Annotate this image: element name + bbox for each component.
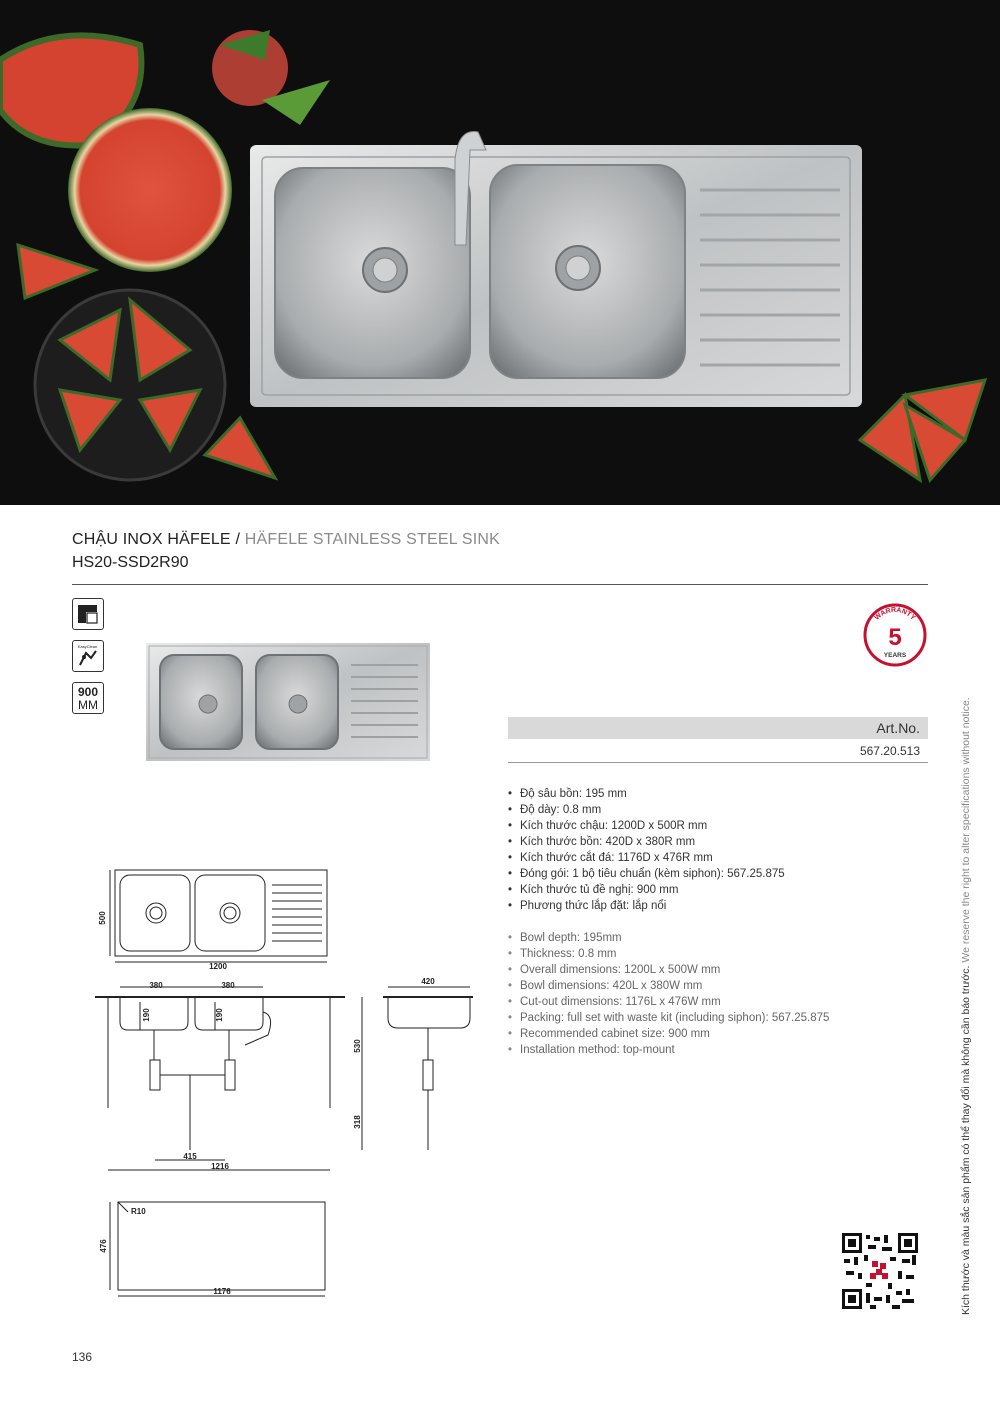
spec-item: • Packing: full set with waste kit (including siphon): 567.25.875 bbox=[508, 1010, 829, 1026]
title-vi: CHẬU INOX HÄFELE bbox=[72, 531, 231, 548]
spec-item: • Overall dimensions: 1200L x 500W mm bbox=[508, 962, 829, 978]
product-title bbox=[72, 531, 500, 549]
disclaimer-vi: Kích thước và màu sắc sản phẩm có thể thay đổi mà không cần báo trước. bbox=[960, 965, 972, 1315]
spec-item: • Installation method: top-mount bbox=[508, 1042, 829, 1058]
spec-item: • Kích thước bồn: 420D x 380R mm bbox=[508, 834, 785, 850]
specs-english bbox=[508, 930, 829, 1058]
dim-cutout-width: 1176 bbox=[213, 1287, 231, 1296]
spec-item: • Phương thức lắp đặt: lắp nổi bbox=[508, 898, 785, 914]
model-number: HS20-SSD2R90 bbox=[72, 554, 189, 571]
spec-item: • Thickness: 0.8 mm bbox=[508, 946, 829, 962]
dim-bowl-depth-2: 190 bbox=[215, 1008, 224, 1022]
dim-bowl-depth-1: 190 bbox=[142, 1008, 151, 1022]
product-thumbnail bbox=[146, 643, 430, 761]
title-divider bbox=[72, 584, 928, 585]
spec-item: • Bowl dimensions: 420L x 380W mm bbox=[508, 978, 829, 994]
spec-item: • Bowl depth: 195mm bbox=[508, 930, 829, 946]
art-no-divider bbox=[508, 762, 928, 763]
dim-top-width: 1200 bbox=[209, 962, 227, 971]
cabinet-size-unit: MM bbox=[78, 698, 98, 712]
dim-waste-spacing: 415 bbox=[183, 1152, 197, 1161]
dim-bowl-width-1: 380 bbox=[149, 981, 163, 990]
disclaimer-note bbox=[960, 697, 972, 1315]
warranty-bottom-text: YEARS bbox=[883, 652, 907, 659]
technical-drawing bbox=[90, 858, 490, 1308]
top-mount-icon bbox=[72, 598, 104, 630]
cutout-outline bbox=[118, 1202, 325, 1290]
sink-photo bbox=[250, 132, 862, 407]
cabinet-size-icon bbox=[72, 682, 104, 714]
art-no-header bbox=[508, 717, 928, 739]
warranty-top-text: WARRANTY bbox=[873, 606, 917, 622]
dim-top-depth: 500 bbox=[98, 911, 107, 925]
warranty-badge bbox=[862, 602, 928, 668]
spec-item: • Kích thước chậu: 1200D x 500R mm bbox=[508, 818, 785, 834]
dim-height-lower: 318 bbox=[353, 1115, 362, 1129]
dim-cutout-radius: R10 bbox=[131, 1207, 146, 1216]
art-no-value: 567.20.513 bbox=[859, 744, 920, 758]
spec-item: • Kích thước cắt đá: 1176D x 476R mm bbox=[508, 850, 785, 866]
spec-item: • Recommended cabinet size: 900 mm bbox=[508, 1026, 829, 1042]
spec-item: • Kích thước tủ đề nghị: 900 mm bbox=[508, 882, 785, 898]
easyclean-icon bbox=[72, 640, 104, 672]
spec-item: • Độ dày: 0.8 mm bbox=[508, 802, 785, 818]
dim-side-width: 420 bbox=[421, 977, 435, 986]
dim-height-upper: 530 bbox=[353, 1039, 362, 1053]
dim-bowl-width-2: 380 bbox=[221, 981, 235, 990]
page-number: 136 bbox=[72, 1350, 93, 1364]
dim-cutout-depth: 476 bbox=[99, 1239, 108, 1253]
title-en: HÄFELE STAINLESS STEEL SINK bbox=[244, 531, 500, 548]
spec-item: • Đóng gói: 1 bộ tiêu chuẩn (kèm siphon): 567.25.875 bbox=[508, 866, 785, 882]
dim-cabinet-width: 1216 bbox=[211, 1162, 229, 1171]
easyclean-label: EasyClean bbox=[77, 644, 98, 649]
specs-vietnamese bbox=[508, 786, 785, 914]
spec-item: • Độ sâu bồn: 195 mm bbox=[508, 786, 785, 802]
top-view-outline bbox=[115, 870, 327, 956]
qr-code[interactable] bbox=[842, 1233, 918, 1309]
art-no-label: Art.No. bbox=[876, 720, 920, 736]
title-separator: / bbox=[230, 531, 245, 548]
cabinet-size-value: 900 bbox=[77, 685, 99, 699]
spec-item: • Cut-out dimensions: 1176L x 476W mm bbox=[508, 994, 829, 1010]
art-no-row bbox=[508, 744, 928, 758]
hero-photo bbox=[0, 0, 1000, 505]
disclaimer-en: We reserve the right to alter specifications without notice. bbox=[960, 697, 972, 966]
warranty-number: 5 bbox=[888, 624, 902, 651]
